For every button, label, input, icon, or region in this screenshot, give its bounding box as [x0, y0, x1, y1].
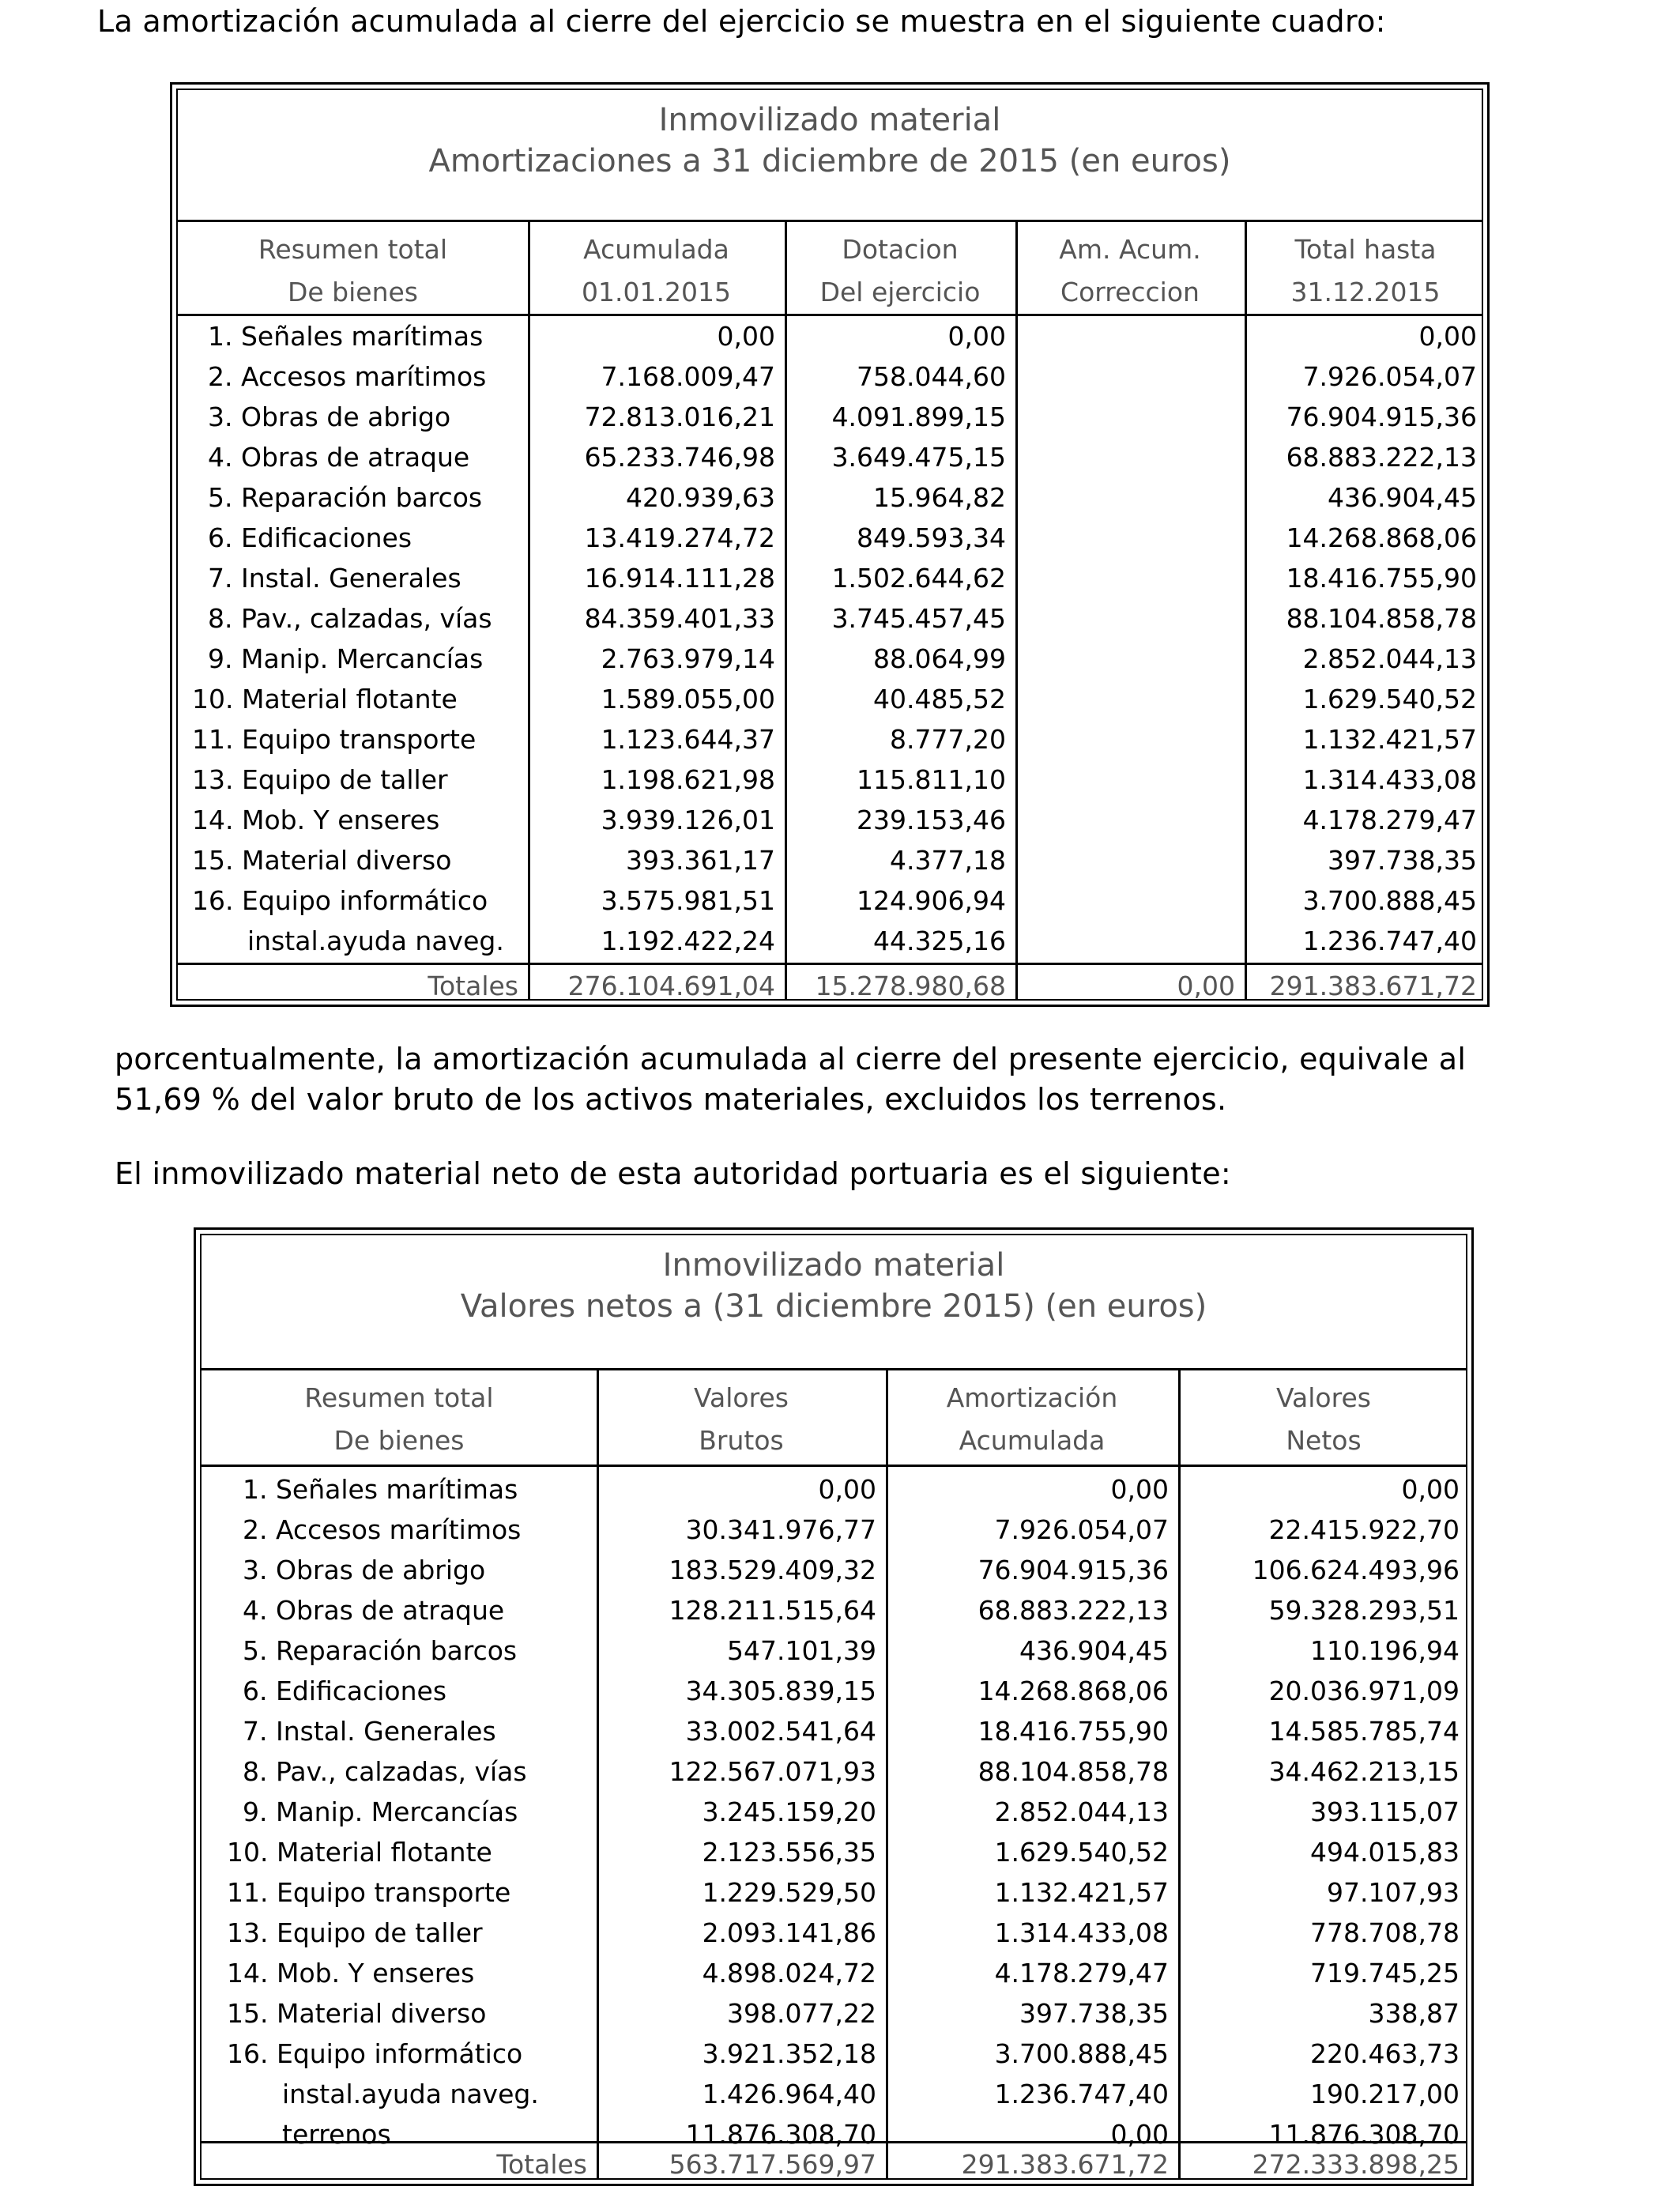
row-value: 1.229.529,50 [702, 1877, 876, 1908]
row-value: 72.813.016,21 [584, 401, 775, 432]
row-value: 3.700.888,45 [1302, 885, 1477, 916]
row-value: 110.196,94 [1310, 1635, 1460, 1666]
row-value: 4.178.279,47 [1302, 805, 1477, 835]
column-header: Resumen total [304, 1382, 494, 1413]
row-label: 14. Mob. Y enseres [227, 1958, 475, 1989]
row-value: 128.211.515,64 [669, 1595, 876, 1626]
totals-value: 272.333.898,25 [1252, 2149, 1460, 2180]
row-value: 88.104.858,78 [1286, 603, 1477, 634]
table-title: Inmovilizado material [662, 1247, 1005, 1284]
row-label: 11. Equipo transporte [192, 724, 477, 755]
row-value: 30.341.976,77 [685, 1514, 876, 1545]
column-subheader: Correccion [1060, 277, 1200, 307]
row-value: 0,00 [1418, 321, 1477, 352]
amortizaciones-table [170, 82, 1490, 1007]
neto-intro-paragraph: El inmovilizado material neto de esta autoridad portuaria es el siguiente: [115, 1156, 1232, 1191]
row-value: 1.236.747,40 [1302, 925, 1477, 956]
row-label: terrenos [282, 2119, 391, 2150]
row-label: 9. Manip. Mercancías [243, 1796, 518, 1827]
row-value: 393.361,17 [626, 845, 775, 876]
row-value: 8.777,20 [890, 724, 1006, 755]
column-header: Valores [1276, 1382, 1371, 1413]
row-value: 1.629.540,52 [994, 1837, 1169, 1868]
row-value: 2.852.044,13 [1302, 643, 1477, 674]
row-value: 2.852.044,13 [994, 1796, 1169, 1827]
totals-value: 563.717.569,97 [669, 2149, 876, 2180]
row-label: instal.ayuda naveg. [247, 925, 504, 956]
row-label: instal.ayuda naveg. [282, 2079, 539, 2109]
table-subtitle: Amortizaciones a 31 diciembre de 2015 (en euros) [428, 143, 1231, 179]
column-header: Dotacion [842, 234, 959, 265]
column-header: Resumen total [258, 234, 448, 265]
row-value: 7.168.009,47 [601, 361, 775, 392]
totals-label: Totales [428, 971, 518, 1001]
row-value: 849.593,34 [857, 522, 1006, 553]
column-subheader: 01.01.2015 [582, 277, 731, 307]
row-label: 7. Instal. Generales [208, 563, 461, 594]
row-label: 8. Pav., calzadas, vías [208, 603, 492, 634]
column-header: Valores [694, 1382, 789, 1413]
column-subheader: 31.12.2015 [1290, 277, 1441, 307]
row-label: 5. Reparación barcos [243, 1635, 518, 1666]
row-label: 3. Obras de abrigo [208, 401, 451, 432]
row-value: 0,00 [717, 321, 775, 352]
totals-rule [178, 963, 1482, 965]
row-label: 4. Obras de atraque [243, 1595, 505, 1626]
row-value: 65.233.746,98 [584, 442, 775, 473]
row-label: 16. Equipo informático [192, 885, 488, 916]
row-value: 106.624.493,96 [1252, 1555, 1460, 1585]
valores-netos-table [194, 1227, 1474, 2186]
row-value: 2.763.979,14 [601, 643, 775, 674]
row-value: 11.876.308,70 [1268, 2119, 1460, 2150]
row-value: 4.091.899,15 [831, 401, 1006, 432]
row-value: 778.708,78 [1310, 1917, 1460, 1948]
row-value: 3.245.159,20 [702, 1796, 876, 1827]
row-value: 1.123.644,37 [601, 724, 775, 755]
row-label: 15. Material diverso [227, 1998, 487, 2029]
row-label: 15. Material diverso [192, 845, 452, 876]
row-label: 6. Edificaciones [208, 522, 412, 553]
row-value: 420.939,63 [626, 482, 775, 513]
row-value: 338,87 [1368, 1998, 1460, 2029]
row-value: 115.811,10 [857, 764, 1006, 795]
row-value: 33.002.541,64 [685, 1716, 876, 1747]
row-value: 398.077,22 [727, 1998, 876, 2029]
row-value: 3.575.981,51 [601, 885, 775, 916]
row-value: 494.015,83 [1310, 1837, 1460, 1868]
row-value: 0,00 [818, 1474, 876, 1505]
row-value: 1.198.621,98 [601, 764, 775, 795]
row-value: 3.745.457,45 [831, 603, 1006, 634]
column-header: Total hasta [1294, 234, 1437, 265]
row-value: 4.178.279,47 [994, 1958, 1169, 1989]
row-value: 2.093.141,86 [702, 1917, 876, 1948]
row-value: 1.132.421,57 [1302, 724, 1477, 755]
row-value: 1.502.644,62 [831, 563, 1006, 594]
column-subheader: Acumulada [959, 1425, 1106, 1456]
row-value: 547.101,39 [727, 1635, 876, 1666]
row-label: 11. Equipo transporte [227, 1877, 511, 1908]
row-label: 5. Reparación barcos [208, 482, 483, 513]
row-value: 14.585.785,74 [1268, 1716, 1460, 1747]
row-label: 10. Material flotante [192, 684, 458, 714]
row-value: 68.883.222,13 [1286, 442, 1477, 473]
row-label: 8. Pav., calzadas, vías [243, 1756, 527, 1787]
row-value: 34.305.839,15 [685, 1676, 876, 1706]
row-value: 7.926.054,07 [1302, 361, 1477, 392]
row-value: 16.914.111,28 [584, 563, 775, 594]
row-value: 20.036.971,09 [1268, 1676, 1460, 1706]
row-label: 7. Instal. Generales [243, 1716, 496, 1747]
percentage-paragraph-line2: 51,69 % del valor bruto de los activos materiales, excluidos los terrenos. [115, 1082, 1227, 1117]
row-value: 436.904,45 [1019, 1635, 1169, 1666]
row-label: 2. Accesos marítimos [243, 1514, 522, 1545]
row-value: 76.904.915,36 [1286, 401, 1477, 432]
row-value: 1.314.433,08 [994, 1917, 1169, 1948]
row-value: 14.268.868,06 [977, 1676, 1169, 1706]
row-value: 1.236.747,40 [994, 2079, 1169, 2109]
row-value: 34.462.213,15 [1268, 1756, 1460, 1787]
row-value: 40.485,52 [873, 684, 1006, 714]
row-value: 7.926.054,07 [994, 1514, 1169, 1545]
percentage-paragraph-line1: porcentualmente, la amortización acumulada al cierre del presente ejercicio, equivale al [115, 1042, 1467, 1076]
column-subheader: Del ejercicio [819, 277, 981, 307]
row-value: 18.416.755,90 [1286, 563, 1477, 594]
totals-value: 276.104.691,04 [567, 971, 775, 1001]
row-label: 1. Señales marítimas [243, 1474, 518, 1505]
totals-value: 0,00 [1177, 971, 1235, 1001]
row-value: 0,00 [1401, 1474, 1460, 1505]
column-subheader: Netos [1286, 1425, 1362, 1456]
row-value: 719.745,25 [1310, 1958, 1460, 1989]
totals-label: Totales [496, 2149, 587, 2180]
row-value: 0,00 [947, 321, 1006, 352]
totals-value: 291.383.671,72 [1269, 971, 1477, 1001]
row-value: 88.064,99 [873, 643, 1006, 674]
header-bottom-rule [202, 1465, 1466, 1467]
row-value: 436.904,45 [1328, 482, 1477, 513]
row-value: 88.104.858,78 [977, 1756, 1169, 1787]
row-label: 14. Mob. Y enseres [192, 805, 440, 835]
row-value: 59.328.293,51 [1268, 1595, 1460, 1626]
row-label: 6. Edificaciones [243, 1676, 447, 1706]
column-header: Acumulada [583, 234, 729, 265]
row-label: 1. Señales marítimas [208, 321, 484, 352]
row-value: 13.419.274,72 [584, 522, 775, 553]
row-value: 3.939.126,01 [601, 805, 775, 835]
intro-paragraph: La amortización acumulada al cierre del ejercicio se muestra en el siguiente cuadro: [97, 4, 1386, 39]
row-value: 11.876.308,70 [685, 2119, 876, 2150]
header-top-rule [178, 220, 1482, 222]
row-value: 97.107,93 [1327, 1877, 1460, 1908]
header-top-rule [202, 1368, 1466, 1370]
row-value: 0,00 [1110, 1474, 1169, 1505]
row-value: 76.904.915,36 [977, 1555, 1169, 1585]
row-value: 1.192.422,24 [601, 925, 775, 956]
row-value: 124.906,94 [857, 885, 1006, 916]
row-label: 13. Equipo de taller [227, 1917, 483, 1948]
row-value: 1.132.421,57 [994, 1877, 1169, 1908]
row-value: 183.529.409,32 [669, 1555, 876, 1585]
row-value: 4.898.024,72 [702, 1958, 876, 1989]
row-label: 9. Manip. Mercancías [208, 643, 484, 674]
row-value: 3.649.475,15 [831, 442, 1006, 473]
table-subtitle: Valores netos a (31 diciembre 2015) (en euros) [460, 1288, 1207, 1325]
row-value: 18.416.755,90 [977, 1716, 1169, 1747]
row-value: 15.964,82 [873, 482, 1006, 513]
row-value: 190.217,00 [1310, 2079, 1460, 2109]
column-subheader: Brutos [699, 1425, 784, 1456]
row-value: 3.700.888,45 [994, 2038, 1169, 2069]
row-value: 239.153,46 [857, 805, 1006, 835]
row-label: 4. Obras de atraque [208, 442, 470, 473]
row-value: 397.738,35 [1328, 845, 1477, 876]
row-value: 44.325,16 [873, 925, 1006, 956]
totals-rule [202, 2141, 1466, 2143]
row-value: 1.314.433,08 [1302, 764, 1477, 795]
row-value: 1.589.055,00 [601, 684, 775, 714]
totals-value: 15.278.980,68 [815, 971, 1006, 1001]
row-value: 1.426.964,40 [702, 2079, 876, 2109]
row-value: 22.415.922,70 [1268, 1514, 1460, 1545]
column-header: Amortización [946, 1382, 1118, 1413]
row-value: 393.115,07 [1310, 1796, 1460, 1827]
row-value: 0,00 [1110, 2119, 1169, 2150]
row-value: 68.883.222,13 [977, 1595, 1169, 1626]
row-value: 220.463,73 [1310, 2038, 1460, 2069]
column-subheader: De bienes [287, 277, 419, 307]
row-value: 3.921.352,18 [702, 2038, 876, 2069]
column-rule [1015, 220, 1018, 999]
row-label: 3. Obras de abrigo [243, 1555, 486, 1585]
row-value: 397.738,35 [1019, 1998, 1169, 2029]
row-value: 122.567.071,93 [669, 1756, 876, 1787]
table-title: Inmovilizado material [658, 102, 1001, 138]
row-value: 14.268.868,06 [1286, 522, 1477, 553]
column-header: Am. Acum. [1059, 234, 1201, 265]
row-value: 84.359.401,33 [584, 603, 775, 634]
row-value: 758.044,60 [857, 361, 1006, 392]
row-label: 16. Equipo informático [227, 2038, 523, 2069]
row-value: 4.377,18 [890, 845, 1006, 876]
row-label: 13. Equipo de taller [192, 764, 448, 795]
column-subheader: De bienes [333, 1425, 465, 1456]
totals-value: 291.383.671,72 [961, 2149, 1169, 2180]
row-label: 2. Accesos marítimos [208, 361, 487, 392]
row-value: 2.123.556,35 [702, 1837, 876, 1868]
row-value: 1.629.540,52 [1302, 684, 1477, 714]
row-label: 10. Material flotante [227, 1837, 492, 1868]
